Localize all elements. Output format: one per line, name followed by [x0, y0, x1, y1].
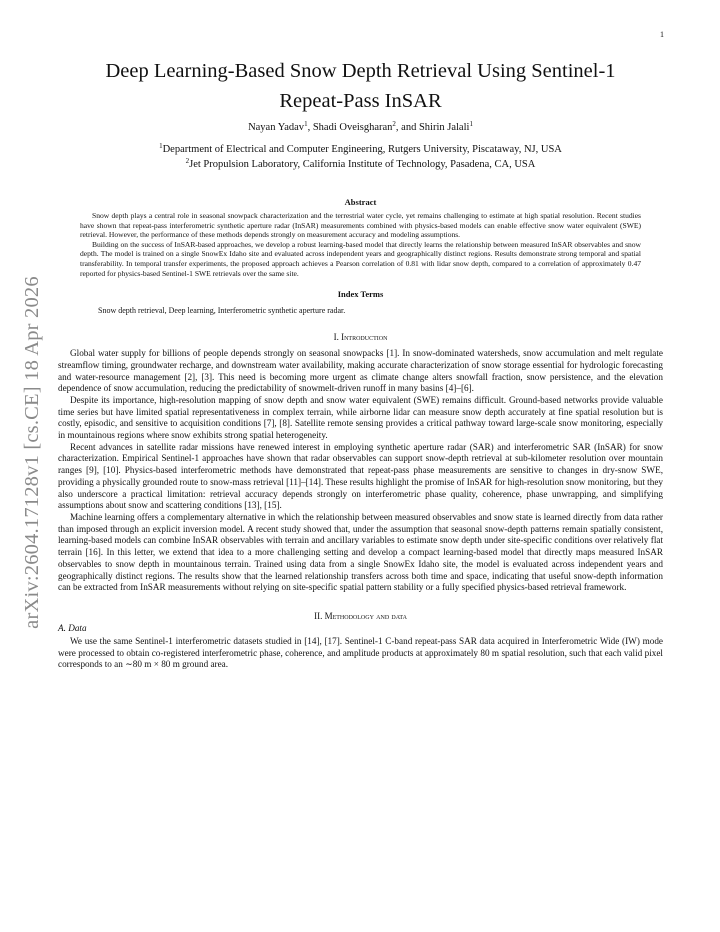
- body-paragraph: Machine learning offers a complementary alternative in which the relationship between measured observables and snow state is learned directly from data rather than imposed through an explicit inversion model. A recent study showed that, under the assumption that seasonal snow-depth patterns remain spatially consistent, learning-based models can combine InSAR observables with terrain and ancillary variables to estimate snow depth under site-specific conditions over relatively flat terrain [16]. In this letter, we extend that idea to a more challenging setting and develop a compact learning-based model that directly maps measured InSAR observables to snow depth in mountainous terrain. Trained using data from a single SnowEx Idaho site, the model is evaluated across independent years and geographically distinct regions. The results show that the learned relationship transfers across both time and space, indicating that useful snow-depth information can be extracted from InSAR measurements without relying on site-specific spatial pattern stability or a fully specified physics-based retrieval framework.: [58, 512, 663, 593]
- paper-title: [58, 56, 663, 116]
- arxiv-stamp[interactable]: [2, 262, 62, 642]
- author-affil-mark: 1: [469, 120, 473, 128]
- affiliation: $^2$Jet Propulsion Laboratory, California Institute of Technology, Pasadena, CA, USA: [185, 157, 536, 170]
- abstract-paragraph: Snow depth plays a central role in seasonal snowpack characterization and the terrestrial water cycle, yet remains challenging to estimate at high spatial resolution. Recent studies have shown that repeat-pass interferometric synthetic aperture radar (InSAR) measurements combined with physics-based models can enable effective snow water equivalent (SWE) retrieval. However, the performance of these methods depends strongly on measurement accuracy and modeling assumptions.: [80, 211, 641, 240]
- abstract-heading: Abstract: [344, 197, 377, 207]
- section-heading-methodology: II. Methodology and data: [314, 610, 407, 621]
- author-affil-mark: 1: [304, 120, 308, 128]
- index-terms: Snow depth retrieval, Deep learning, Interferometric synthetic aperture radar.: [98, 306, 346, 316]
- body-paragraph: Recent advances in satellite radar missions have renewed interest in employing synthetic aperture radar (SAR) and interferometric SAR (InSAR) for snow characterization. Empirical Sentinel-1 approaches have shown that radar observables can support snow-depth retrieval at sub-kilometer resolution over mountain ranges [9], [10]. Physics-based interferometric methods have demonstrated that repeat-pass phase measurements are sensitive to changes in dry-snow SWE, providing a physically grounded route to snow-mass retrieval [11]–[14]. These results highlight the promise of InSAR for high-resolution snow monitoring, but they also underscore a practical limitation: retrieval accuracy depends strongly on interferometric phase quality, coherence, phase unwrapping, and simplifying assumptions about snow and scattering conditions [13], [15].: [58, 441, 664, 511]
- title-line-2: Repeat-Pass InSAR: [279, 90, 442, 112]
- paper-content: [58, 56, 663, 671]
- body-paragraph: Global water supply for billions of people depends strongly on seasonal snowpacks [1]. In snow-dominated watersheds, snow accumulation and melt regulate streamflow timing, groundwater recharge, and downstream water availability, making accurate characterization of snow storage essential for hydrologic forecasting and water-resource management [2], [3]. This need is becoming more urgent as climate change alters snowfall fraction, snow persistence, and the elevation dependence of snow accumulation, reducing the predictability of snowmelt-driven runoff in many basins [4]–[6].: [58, 348, 663, 394]
- author-name: Nayan Yadav: [248, 122, 305, 133]
- author-name: Shadi Oveisgharan: [312, 122, 393, 133]
- title-line-1: Deep Learning-Based Snow Depth Retrieval Using Sentinel-1: [105, 60, 616, 82]
- subsection-heading-data: A. Data: [58, 622, 87, 633]
- abstract: [80, 211, 641, 278]
- author-list: Nayan Yadav$^1$, Shadi Oveisgharan$^2$, and Shirin Jalali$^1$: [248, 120, 473, 133]
- body-paragraph: We use the same Sentinel-1 interferometric datasets studied in [14], [17]. Sentinel-1 C-band repeat-pass SAR data acquired in Interferometric Wide (IW) mode were processed to obtain co-registered interferometric phase, coherence, and amplitude products at approximately 80 m spatial resolution, such that each valid pixel corresponds to an ∼80 m × 80 m ground area.: [58, 635, 663, 670]
- index-terms-heading: Index Terms: [337, 289, 384, 300]
- body-paragraph: Despite its importance, high-resolution mapping of snow depth and snow water equivalent (SWE) remains difficult. Ground-based networks provide valuable time series but have limited spatial representativeness in complex terrain, while airborne lidar can measure snow depth accurately at fine spatial resolution but is costly, episodic, and sensitive to acquisition conditions [7], [8]. Satellite remote sensing provides a critical pathway toward large-scale snow monitoring, especially in mountainous regions where snow exhibits strong spatial heterogeneity.: [58, 394, 663, 441]
- affiliations: [58, 142, 663, 172]
- author-affil-mark: 2: [392, 120, 396, 128]
- section-heading-introduction: I. Introduction: [333, 332, 388, 343]
- introduction-body: [58, 348, 663, 594]
- author-name: Shirin Jalali: [418, 122, 470, 133]
- data-body: [58, 636, 663, 671]
- affiliation: $^1$Department of Electrical and Computer Engineering, Rutgers University, Piscataway, NJ, USA: [159, 142, 562, 155]
- page-number: 1: [660, 30, 664, 39]
- abstract-paragraph: Building on the success of InSAR-based approaches, we develop a robust learning-based model that directly learns the relationship between measured InSAR observables and snow depth. The model is trained on a single SnowEx Idaho site and evaluated across independent years and geographically distinct regions. Results demonstrate strong temporal and spatial transferability. In temporal transfer experiments, the proposed approach achieves a Pearson correlation of 0.81 with lidar snow depth, compared to a correlation of approximately 0.47 reported for physics-based Sentinel-1 SWE retrievals over the same site.: [80, 239, 641, 278]
- arxiv-id: arXiv:2604.17128v1 [cs.CE] 18 Apr 2026: [20, 275, 43, 629]
